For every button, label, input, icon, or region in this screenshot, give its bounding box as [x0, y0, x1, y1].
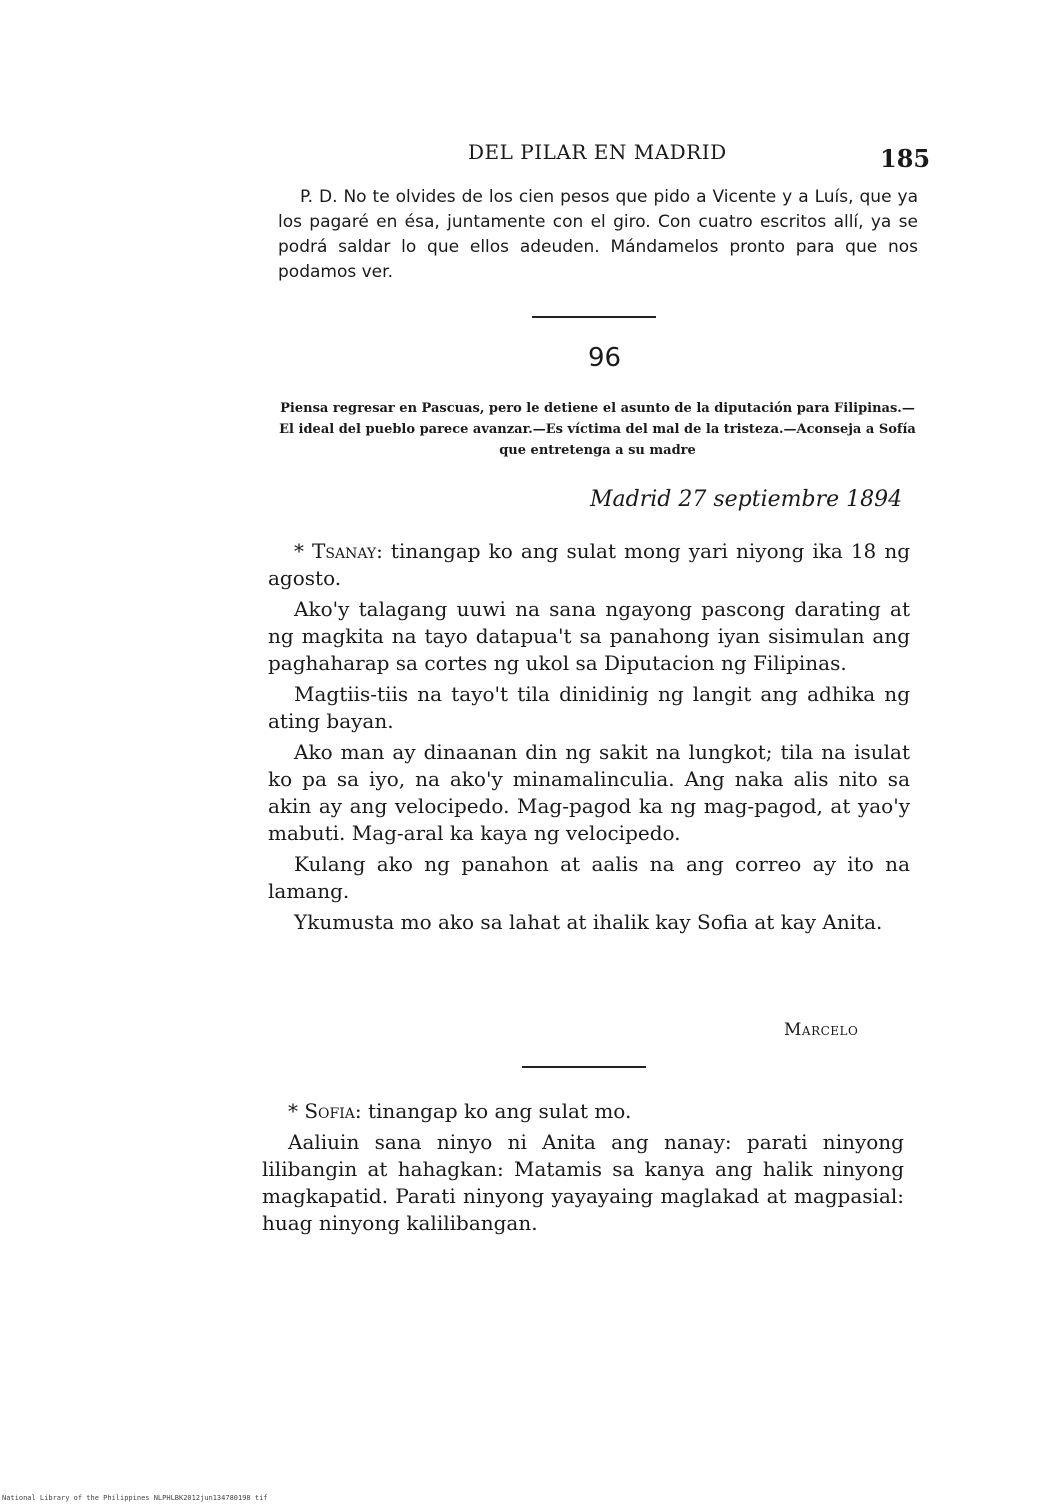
body-paragraph: Aaliuin sana ninyo ni Anita ang nanay: parati ninyong lilibangin at hahagkan: Matamis sa kanya ang halik ninyong magkapatid. Parati ninyong yayayaing maglakad at magpasial: huag ninyong kalilibangan. — [262, 1130, 904, 1235]
greeting-name: * Tsanay: — [294, 539, 383, 563]
letter-body — [268, 538, 910, 940]
postscript-paragraph: P. D. No te olvides de los cien pesos que pido a Vicente y a Luís, que ya los pagaré en ésa, juntamente con el giro. Con cuatro escritos allí, ya se podrá saldar lo que ellos adeuden. Mándamelos pronto para que nos podamos ver. — [278, 187, 918, 282]
greeting-text: tinangap ko ang sulat mong yari niyong ika 18 ng agosto. — [268, 539, 911, 590]
letter-number: 96 — [588, 343, 622, 373]
signature: Marcelo — [784, 1020, 859, 1040]
second-note-body — [262, 1098, 904, 1241]
letter-dateline: Madrid 27 septiembre 1894 — [590, 487, 903, 512]
greeting-paragraph — [262, 1098, 904, 1125]
body-paragraph: Ykumusta mo ako sa lahat at ihalik kay Sofia at kay Anita. — [294, 910, 883, 934]
body-paragraph: Ako'y talagang uuwi na sana ngayong pascong darating at ng magkita na tayo datapua't sa panahong iyan sisimulan ang paghaharap sa cortes ng ukol sa Diputacion ng Filipinas. — [268, 597, 910, 675]
section-divider — [532, 316, 656, 318]
greeting-name: * Sofia: — [288, 1099, 362, 1123]
body-paragraph: Kulang ako ng panahon at aalis na ang correo ay ito na lamang. — [268, 852, 910, 903]
scan-source-footer: National Library of the Philippines NLPHLBK2012jun134780198 tif — [2, 1494, 268, 1502]
section-divider — [522, 1066, 646, 1068]
page-number: 185 — [880, 144, 931, 173]
greeting-text: tinangap ko ang sulat mo. — [361, 1099, 632, 1123]
body-paragraph: Magtiis-tiis na tayo't tila dinidinig ng langit ang adhika ng ating bayan. — [268, 682, 910, 733]
running-header: DEL PILAR EN MADRID — [468, 140, 727, 164]
body-paragraph: Ako man ay dinaanan din ng sakit na lungkot; tila na isulat ko pa sa iyo, na ako'y minamalinculia. Ang naka alis nito sa akin ay ang velocipedo. Mag-pagod ka ng mag-pagod, at yao'y mabuti. Mag-aral ka kaya ng velocipedo. — [268, 740, 910, 845]
letter-summary: Piensa regresar en Pascuas, pero le detiene el asunto de la diputación para Filipinas.—El ideal del pueblo parece avanzar.—Es víctima del mal de la tristeza.—Aconseja a Sofía que entretenga a su madre — [279, 401, 916, 458]
greeting-paragraph — [268, 538, 910, 592]
